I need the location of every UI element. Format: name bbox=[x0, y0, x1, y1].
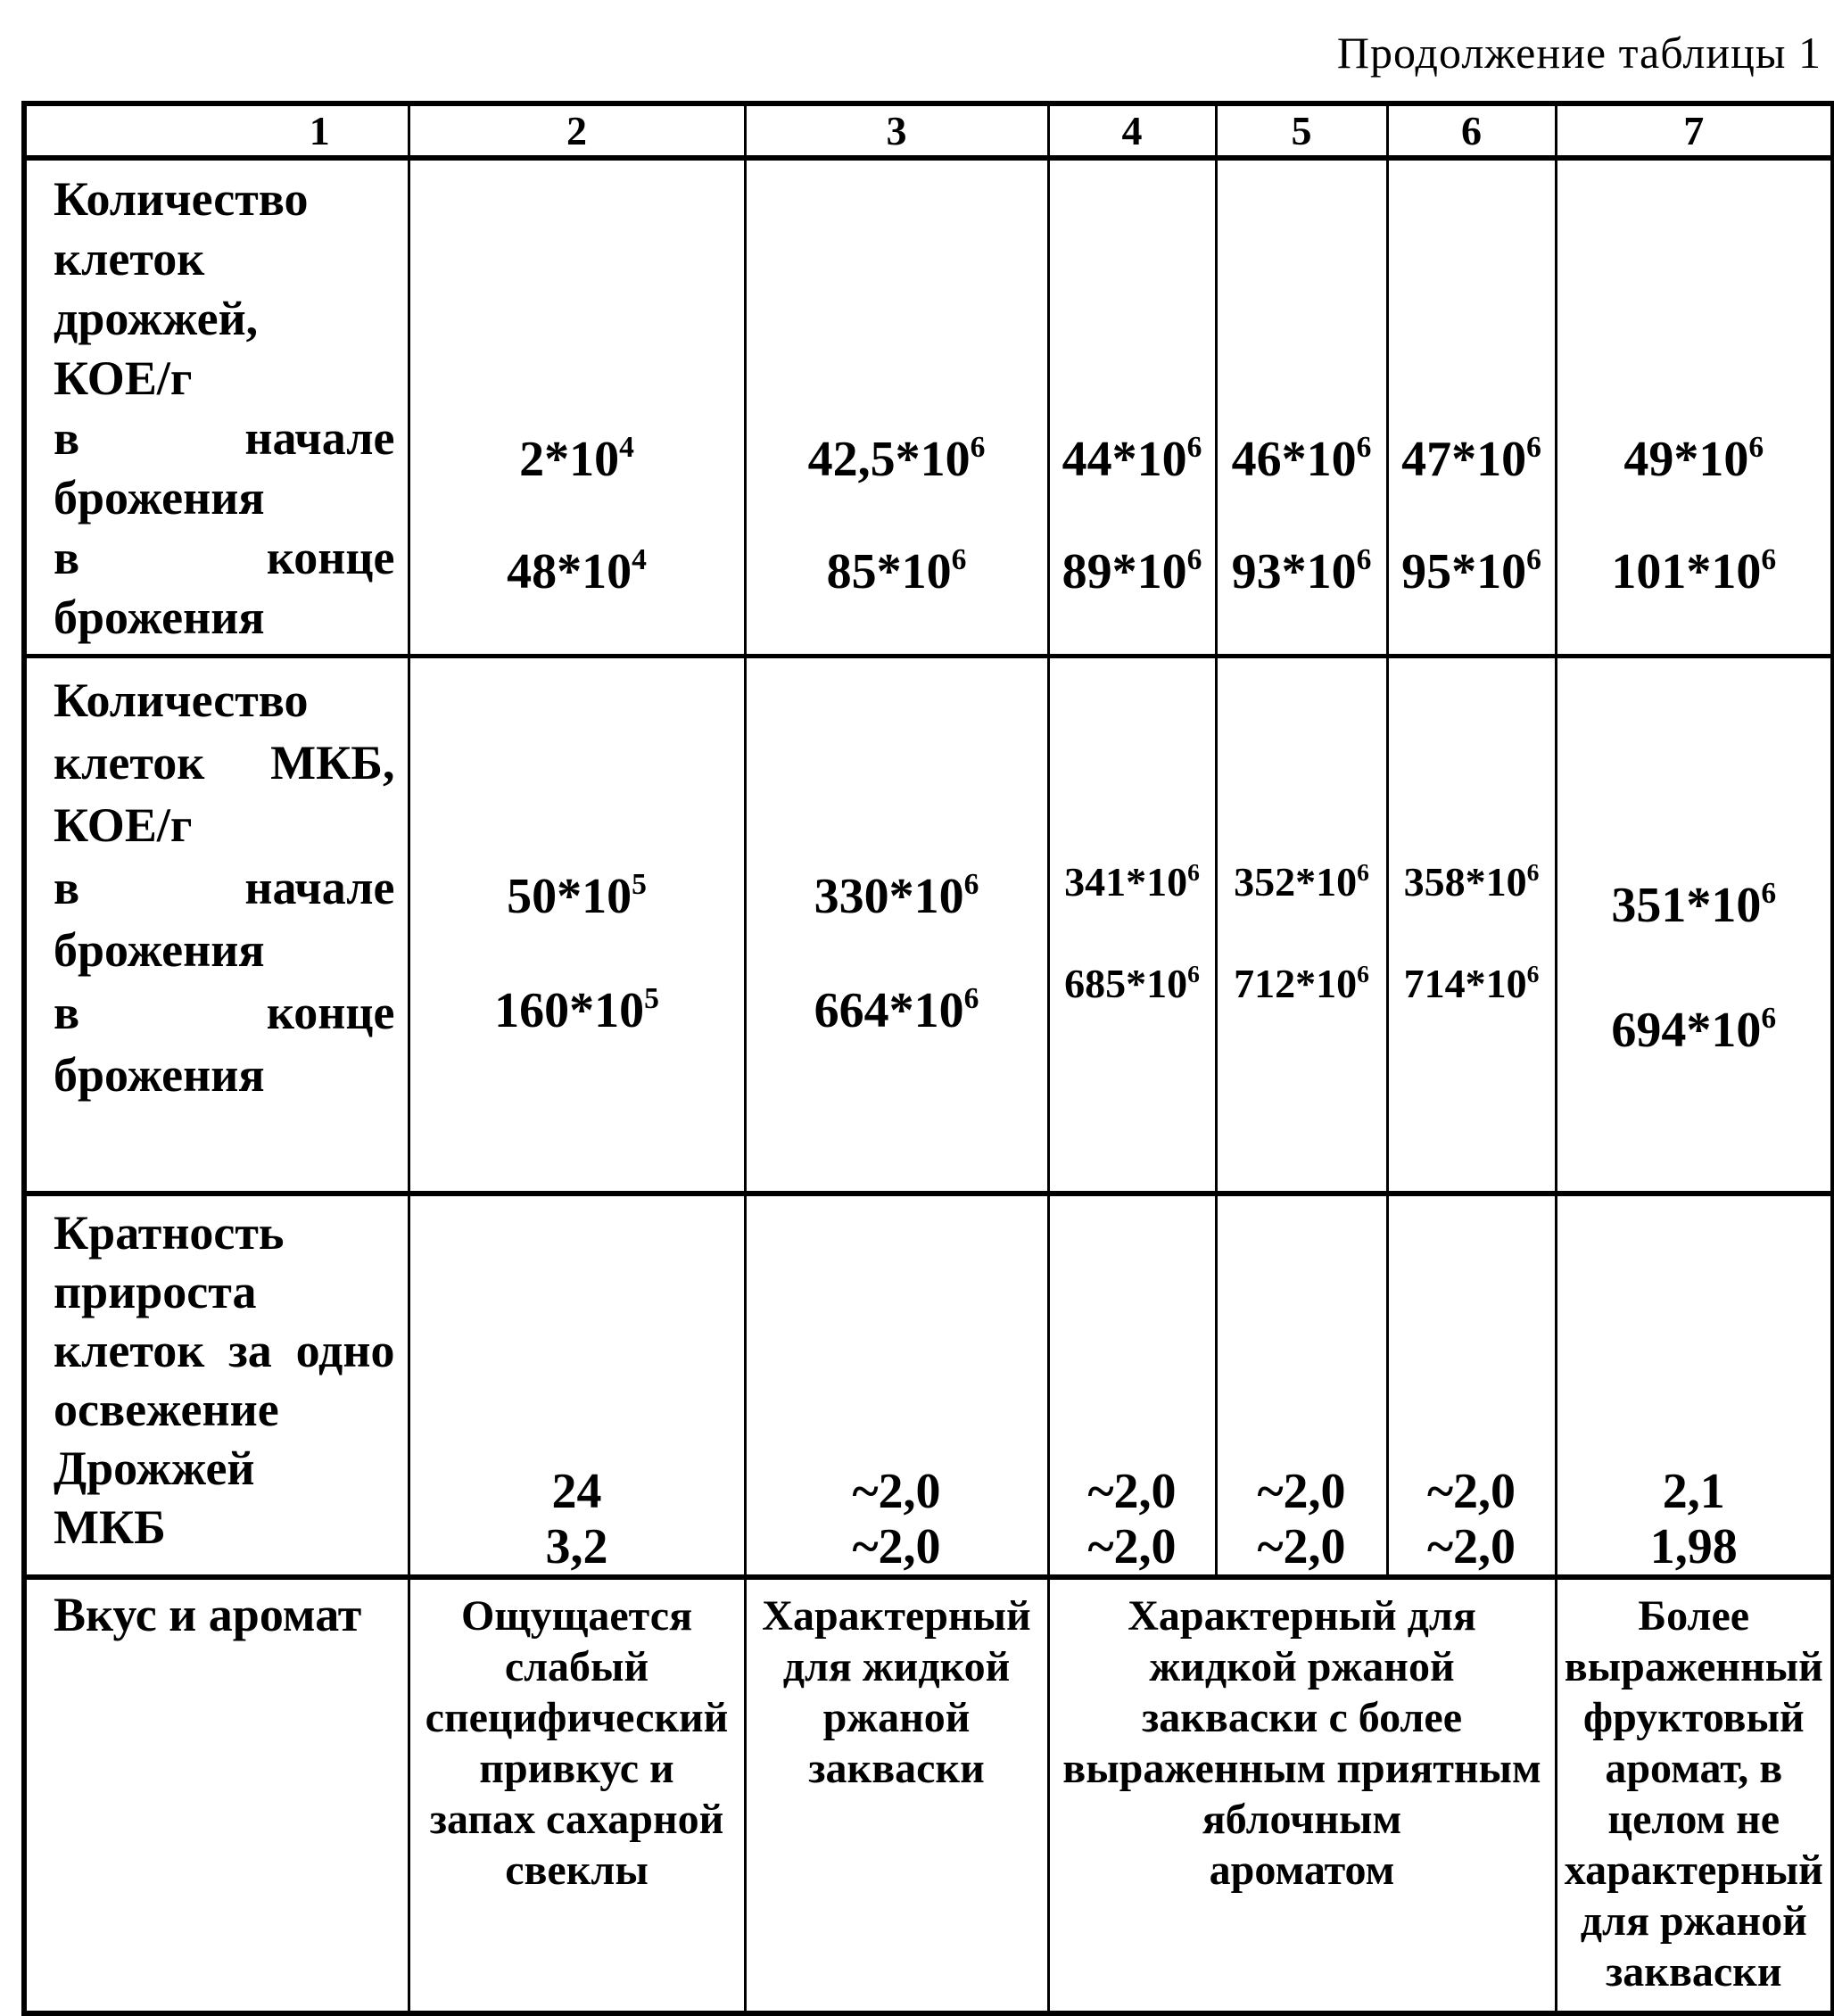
yeast-col6-cell bbox=[1387, 158, 1556, 657]
yeast-c5-start-value: $46*10^6$ bbox=[1231, 431, 1372, 487]
mkb-col7-cell bbox=[1556, 657, 1833, 1194]
growth-col5-cell bbox=[1216, 1194, 1387, 1577]
mkb-c2-start-value: $50*10^5$ bbox=[507, 868, 647, 924]
page-title: Продолжение таблицы 1 bbox=[1336, 28, 1822, 78]
growth-c7-yeast-value: 2,1 bbox=[1662, 1464, 1725, 1519]
yeast-c2-start-value: $2*10^4$ bbox=[519, 431, 634, 487]
row-taste-aroma bbox=[24, 1577, 1833, 2013]
header-col-4: 4 bbox=[1048, 103, 1216, 158]
mkb-c4-end-value: $685*10^6$ bbox=[1064, 959, 1200, 1006]
yeast-col3-cell bbox=[745, 158, 1048, 657]
row-yeast-count bbox=[24, 158, 1833, 657]
mkb-c6-end-value: $714*10^6$ bbox=[1403, 959, 1540, 1006]
mkb-c2-end-value: $160*10^5$ bbox=[494, 982, 659, 1038]
yeast-c3-start-value: $42,5*10^6$ bbox=[807, 431, 986, 487]
growth-col6-cell bbox=[1387, 1194, 1556, 1577]
growth-col7-cell bbox=[1556, 1194, 1833, 1577]
yeast-col4-cell bbox=[1048, 158, 1216, 657]
header-col-2: 2 bbox=[409, 103, 745, 158]
growth-c3-yeast-value: ~2,0 bbox=[852, 1464, 941, 1519]
mkb-c3-start-value: $330*10^6$ bbox=[814, 868, 979, 924]
header-col-6: 6 bbox=[1387, 103, 1556, 158]
yeast-c6-start-value: $47*10^6$ bbox=[1401, 431, 1541, 487]
taste-col7-cell: Более выраженный фруктовый аромат, в целом не характерный для ржаной закваски bbox=[1556, 1577, 1833, 2013]
mkb-c4-start-value: $341*10^6$ bbox=[1064, 857, 1200, 905]
mkb-col5-cell bbox=[1216, 657, 1387, 1194]
growth-col2-cell bbox=[409, 1194, 745, 1577]
growth-c3-mkb-value: ~2,0 bbox=[852, 1519, 941, 1574]
growth-c2-yeast-value: 24 bbox=[551, 1464, 602, 1519]
header-col-1: 1 bbox=[24, 103, 409, 158]
header-col-7: 7 bbox=[1556, 103, 1833, 158]
taste-col4-6-cell: Характерный для жидкой ржаной закваски с более выраженным приятным яблочным ароматом bbox=[1048, 1577, 1556, 2013]
yeast-c4-start-value: $44*10^6$ bbox=[1062, 431, 1202, 487]
growth-c2-mkb-value: 3,2 bbox=[545, 1519, 608, 1574]
growth-c4-yeast-value: ~2,0 bbox=[1087, 1464, 1177, 1519]
mkb-row-label: Количество клеток МКБ, КОЕ/г в начале брожения в конце брожения bbox=[24, 657, 409, 1194]
yeast-col5-cell bbox=[1216, 158, 1387, 657]
yeast-c7-start-value: $49*10^6$ bbox=[1623, 431, 1764, 487]
yeast-c7-end-value: $101*10^6$ bbox=[1611, 543, 1777, 599]
mkb-c6-start-value: $358*10^6$ bbox=[1403, 857, 1540, 905]
taste-col2-cell: Ощущается слабый специфический привкус и запах сахарной свеклы bbox=[409, 1577, 745, 2013]
yeast-c3-end-value: $85*10^6$ bbox=[826, 543, 967, 599]
yeast-col7-cell bbox=[1556, 158, 1833, 657]
growth-col4-cell bbox=[1048, 1194, 1216, 1577]
mkb-c5-end-value: $712*10^6$ bbox=[1234, 959, 1369, 1006]
yeast-row-label: Количество клеток дрожжей, КОЕ/г в начале брожения в конце брожения bbox=[24, 158, 409, 657]
data-table bbox=[21, 101, 1834, 2016]
mkb-c5-start-value: $352*10^6$ bbox=[1234, 857, 1369, 905]
mkb-col4-cell bbox=[1048, 657, 1216, 1194]
mkb-col6-cell bbox=[1387, 657, 1556, 1194]
header-row bbox=[24, 103, 1833, 158]
header-col-3: 3 bbox=[745, 103, 1048, 158]
growth-col3-cell bbox=[745, 1194, 1048, 1577]
mkb-c7-end-value: $694*10^6$ bbox=[1611, 1002, 1777, 1058]
taste-col3-cell: Характерный для жидкой ржаной закваски bbox=[745, 1577, 1048, 2013]
row-growth-rate bbox=[24, 1194, 1833, 1577]
row-mkb-count bbox=[24, 657, 1833, 1194]
mkb-c7-start-value: $351*10^6$ bbox=[1611, 877, 1777, 933]
mkb-col2-cell bbox=[409, 657, 745, 1194]
growth-c4-mkb-value: ~2,0 bbox=[1087, 1519, 1177, 1574]
header-col-5: 5 bbox=[1216, 103, 1387, 158]
yeast-col2-cell bbox=[409, 158, 745, 657]
yeast-c4-end-value: $89*10^6$ bbox=[1062, 543, 1202, 599]
growth-c7-mkb-value: 1,98 bbox=[1649, 1519, 1738, 1574]
yeast-c5-end-value: $93*10^6$ bbox=[1231, 543, 1372, 599]
taste-row-label: Вкус и аромат bbox=[24, 1577, 409, 2013]
yeast-c6-end-value: $95*10^6$ bbox=[1401, 543, 1541, 599]
growth-c6-yeast-value: ~2,0 bbox=[1426, 1464, 1516, 1519]
growth-c5-mkb-value: ~2,0 bbox=[1257, 1519, 1346, 1574]
growth-c6-mkb-value: ~2,0 bbox=[1426, 1519, 1516, 1574]
mkb-col3-cell bbox=[745, 657, 1048, 1194]
yeast-c2-end-value: $48*10^4$ bbox=[507, 543, 647, 599]
mkb-c3-end-value: $664*10^6$ bbox=[814, 982, 979, 1038]
growth-c5-yeast-value: ~2,0 bbox=[1257, 1464, 1346, 1519]
growth-row-label: Кратность прироста клеток за одно освежение Дрожжей МКБ bbox=[24, 1194, 409, 1577]
